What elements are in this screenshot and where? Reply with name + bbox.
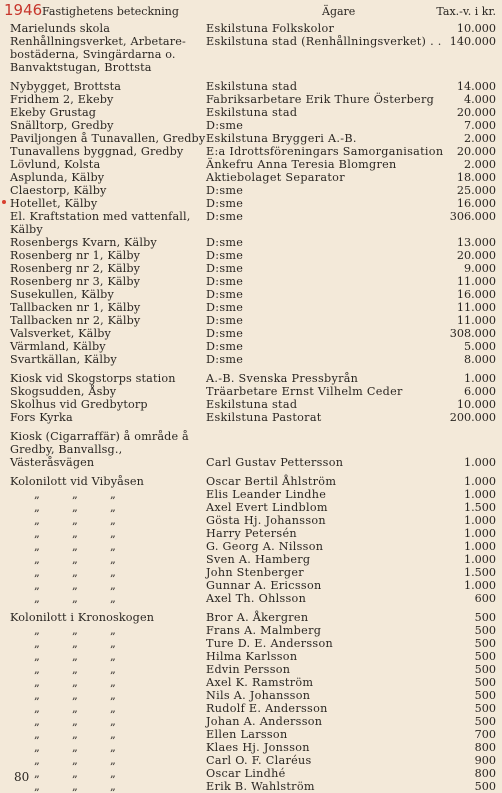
tax-value-cell: 10.000 [456, 398, 496, 411]
table-row [10, 106, 496, 119]
ditto-mark: „ [34, 780, 40, 793]
ditto-mark: „ [72, 650, 78, 663]
tax-value-cell: 1.000 [463, 514, 496, 527]
table-row [10, 80, 496, 93]
property-cell: Kiosk (Cigarraffär) å område å Gredby, Banvallsg., Västeråsvägen [10, 430, 189, 469]
ditto-mark: „ [110, 741, 116, 754]
property-cell: Svartkällan, Kälby [10, 353, 117, 366]
table-row [10, 637, 496, 650]
table-row [10, 372, 496, 385]
ditto-mark: „ [72, 741, 78, 754]
table-row [10, 184, 496, 197]
property-cell: Valsverket, Kälby [10, 327, 111, 340]
property-cell: Asplunda, Kälby [10, 171, 105, 184]
ditto-marks [10, 501, 208, 514]
ditto-marks [10, 676, 208, 689]
owner-cell: Bror A. Åkergren [206, 611, 309, 624]
owner-cell: D:sme [206, 210, 244, 223]
owner-cell: G. Georg A. Nilsson [206, 540, 324, 553]
table-row [10, 385, 496, 398]
owner-cell: Elis Leander Lindhe [206, 488, 327, 501]
ditto-mark: „ [110, 579, 116, 592]
property-cell: Marielunds skola [10, 22, 111, 35]
ditto-marks [10, 637, 208, 650]
ditto-marks [10, 540, 208, 553]
ditto-mark: „ [34, 689, 40, 702]
tax-value-cell: 800 [474, 767, 496, 780]
table-row [10, 301, 496, 314]
tax-value-cell: 20.000 [456, 106, 496, 119]
tax-value-cell: 600 [474, 592, 496, 605]
property-cell: Fridhem 2, Ekeby [10, 93, 114, 106]
owner-cell: Eskilstuna stad [206, 80, 298, 93]
owner-cell: D:sme [206, 275, 244, 288]
table-row [10, 514, 496, 527]
owner-cell: Axel K. Ramström [206, 676, 314, 689]
table-row [10, 715, 496, 728]
tax-value-cell: 140.000 [449, 35, 496, 48]
property-cell: Rosenberg nr 3, Kälby [10, 275, 141, 288]
tax-value-cell: 11.000 [456, 314, 496, 327]
ditto-mark: „ [34, 702, 40, 715]
ditto-mark: „ [72, 637, 78, 650]
ditto-mark: „ [34, 663, 40, 676]
owner-cell: Gunnar A. Ericsson [206, 579, 322, 592]
tax-value-cell: 20.000 [456, 249, 496, 262]
table-row [10, 475, 496, 488]
table-row [10, 780, 496, 793]
ditto-mark: „ [34, 566, 40, 579]
ditto-mark: „ [72, 676, 78, 689]
tax-value-cell: 20.000 [456, 145, 496, 158]
property-cell: Paviljongen å Tunavallen, Gredby [10, 132, 206, 145]
property-cell: Rosenbergs Kvarn, Kälby [10, 236, 157, 249]
ditto-mark: „ [72, 728, 78, 741]
property-cell: Kolonilott i Kronoskogen [10, 611, 155, 624]
property-cell: Rosenberg nr 1, Kälby [10, 249, 141, 262]
owner-cell: D:sme [206, 197, 244, 210]
table-row [10, 728, 496, 741]
tax-value-cell: 13.000 [456, 236, 496, 249]
ditto-marks [10, 754, 208, 767]
tax-value-cell: 1.000 [463, 527, 496, 540]
tax-value-cell: 500 [474, 676, 496, 689]
ditto-marks [10, 553, 208, 566]
ditto-mark: „ [34, 741, 40, 754]
ditto-mark: „ [110, 663, 116, 676]
owner-cell: Eskilstuna stad (Renhållningsverket) . . [206, 35, 442, 48]
tax-value-cell: 500 [474, 689, 496, 702]
tax-value-cell: 11.000 [456, 275, 496, 288]
owner-cell: John Stenberger [206, 566, 304, 579]
table-row [10, 566, 496, 579]
table-row [10, 430, 496, 469]
ditto-mark: „ [72, 540, 78, 553]
owner-cell: D:sme [206, 301, 244, 314]
owner-cell: Sven A. Hamberg [206, 553, 311, 566]
ditto-mark: „ [34, 728, 40, 741]
ditto-marks [10, 566, 208, 579]
ditto-mark: „ [34, 637, 40, 650]
ditto-mark: „ [72, 488, 78, 501]
tax-value-cell: 500 [474, 624, 496, 637]
ditto-mark: „ [110, 702, 116, 715]
ditto-mark: „ [110, 754, 116, 767]
tax-value-cell: 500 [474, 702, 496, 715]
table-row [10, 411, 496, 424]
ditto-mark: „ [34, 754, 40, 767]
owner-cell: D:sme [206, 262, 244, 275]
ditto-mark: „ [110, 553, 116, 566]
ditto-marks [10, 715, 208, 728]
tax-value-cell: 7.000 [463, 119, 496, 132]
table-row [10, 579, 496, 592]
ditto-mark: „ [72, 553, 78, 566]
ditto-mark: „ [110, 676, 116, 689]
ditto-marks [10, 689, 208, 702]
table-row [10, 340, 496, 353]
ditto-mark: „ [72, 663, 78, 676]
owner-cell: Ture D. E. Andersson [206, 637, 333, 650]
owner-cell: Eskilstuna Bryggeri A.-B. [206, 132, 357, 145]
owner-cell: Nils A. Johansson [206, 689, 311, 702]
ditto-mark: „ [72, 514, 78, 527]
owner-cell: Eskilstuna Folkskolor [206, 22, 335, 35]
ditto-marks [10, 592, 208, 605]
ditto-marks [10, 514, 208, 527]
property-cell: Rosenberg nr 2, Kälby [10, 262, 141, 275]
red-mark-dot [2, 200, 6, 204]
tax-value-cell: 308.000 [449, 327, 496, 340]
table-row [10, 663, 496, 676]
tax-value-cell: 16.000 [456, 288, 496, 301]
ditto-marks [10, 741, 208, 754]
tax-value-cell: 9.000 [463, 262, 496, 275]
ditto-mark: „ [34, 579, 40, 592]
property-cell: Tallbacken nr 1, Kälby [10, 301, 141, 314]
property-cell: Hotellet, Kälby [10, 197, 98, 210]
ditto-mark: „ [110, 501, 116, 514]
ditto-mark: „ [72, 754, 78, 767]
property-cell: Lövlund, Kolsta [10, 158, 101, 171]
table-row [10, 93, 496, 106]
table-row [10, 197, 496, 210]
tax-value-cell: 700 [474, 728, 496, 741]
ditto-marks [10, 527, 208, 540]
table-row [10, 592, 496, 605]
tax-value-cell: 500 [474, 663, 496, 676]
tax-value-cell: 1.000 [463, 488, 496, 501]
owner-cell: Carl O. F. Claréus [206, 754, 312, 767]
owner-cell: D:sme [206, 314, 244, 327]
owner-cell: Edvin Persson [206, 663, 291, 676]
ditto-mark: „ [110, 637, 116, 650]
ditto-mark: „ [34, 676, 40, 689]
table-row [10, 132, 496, 145]
ditto-mark: „ [110, 527, 116, 540]
table-header [4, 3, 496, 19]
tax-value-cell: 500 [474, 780, 496, 793]
property-cell: Tunavallens byggnad, Gredby [10, 145, 184, 158]
ditto-mark: „ [110, 566, 116, 579]
property-cell: Renhållningsverket, Arbetare-bostäderna, Svingärdarna o. Banvaktstugan, Brottsta [10, 35, 186, 74]
ditto-mark: „ [72, 689, 78, 702]
table-row [10, 398, 496, 411]
owner-cell: Carl Gustav Pettersson [206, 456, 344, 469]
ditto-mark: „ [34, 767, 40, 780]
owner-cell: Oscar Lindhé [206, 767, 286, 780]
tax-value-cell: 2.000 [463, 158, 496, 171]
table-row [10, 158, 496, 171]
ditto-mark: „ [110, 728, 116, 741]
owner-cell: Fabriksarbetare Erik Thure Österberg [206, 93, 435, 106]
tax-value-cell: 500 [474, 650, 496, 663]
owner-cell: D:sme [206, 353, 244, 366]
owner-cell: Hilma Karlsson [206, 650, 298, 663]
tax-value-cell: 800 [474, 741, 496, 754]
ditto-mark: „ [72, 780, 78, 793]
tax-value-cell: 10.000 [456, 22, 496, 35]
owner-cell: Axel Th. Ohlsson [206, 592, 307, 605]
table-row [10, 650, 496, 663]
ditto-mark: „ [34, 514, 40, 527]
table-row [10, 210, 496, 236]
ditto-mark: „ [34, 624, 40, 637]
ditto-mark: „ [72, 566, 78, 579]
table-row [10, 527, 496, 540]
tax-value-cell: 4.000 [463, 93, 496, 106]
property-cell: Ekeby Grustag [10, 106, 97, 119]
owner-cell: Erik B. Wahlström [206, 780, 315, 793]
property-cell: El. Kraftstation med vattenfall, Kälby [10, 210, 191, 236]
owner-cell: Änkefru Anna Teresia Blomgren [206, 158, 397, 171]
table-row [10, 689, 496, 702]
table-row [10, 262, 496, 275]
ditto-mark: „ [34, 488, 40, 501]
tax-value-cell: 1.500 [463, 566, 496, 579]
ditto-mark: „ [72, 624, 78, 637]
property-cell: Skolhus vid Gredbytorp [10, 398, 148, 411]
tax-value-cell: 25.000 [456, 184, 496, 197]
owner-cell: D:sme [206, 184, 244, 197]
ditto-mark: „ [110, 715, 116, 728]
owner-column-header: Ägare [322, 5, 356, 18]
tax-value-cell: 1.000 [463, 372, 496, 385]
owner-cell: Eskilstuna stad [206, 106, 298, 119]
table-row [10, 119, 496, 132]
tax-column-header: Tax.-v. i kr. [436, 5, 496, 18]
ditto-marks [10, 579, 208, 592]
owner-cell: Axel Evert Lindblom [206, 501, 328, 514]
table-row [10, 288, 496, 301]
property-cell: Susekullen, Kälby [10, 288, 114, 301]
table-row [10, 676, 496, 689]
ditto-mark: „ [110, 488, 116, 501]
property-cell: Tallbacken nr 2, Kälby [10, 314, 141, 327]
ditto-marks [10, 728, 208, 741]
property-cell: Claestorp, Kälby [10, 184, 107, 197]
table-row [10, 540, 496, 553]
tax-value-cell: 16.000 [456, 197, 496, 210]
ditto-mark: „ [110, 514, 116, 527]
tax-value-cell: 1.000 [463, 540, 496, 553]
owner-cell: Ellen Larsson [206, 728, 288, 741]
owner-cell: D:sme [206, 249, 244, 262]
table-row [10, 22, 496, 35]
ditto-mark: „ [72, 579, 78, 592]
tax-value-cell: 306.000 [449, 210, 496, 223]
table-row [10, 624, 496, 637]
tax-value-cell: 6.000 [463, 385, 496, 398]
table-row [10, 767, 496, 780]
owner-cell: Rudolf E. Andersson [206, 702, 328, 715]
tax-value-cell: 8.000 [463, 353, 496, 366]
tax-value-cell: 200.000 [449, 411, 496, 424]
ditto-mark: „ [110, 650, 116, 663]
owner-cell: D:sme [206, 288, 244, 301]
ditto-mark: „ [34, 540, 40, 553]
tax-value-cell: 1.500 [463, 501, 496, 514]
tax-value-cell: 500 [474, 637, 496, 650]
table-row [10, 275, 496, 288]
ditto-mark: „ [110, 767, 116, 780]
year-label: 1946 [4, 1, 43, 19]
owner-cell: Johan A. Andersson [206, 715, 323, 728]
ditto-mark: „ [110, 689, 116, 702]
owner-cell: Eskilstuna stad [206, 398, 298, 411]
table-row [10, 171, 496, 184]
table-row [10, 314, 496, 327]
table-row [10, 488, 496, 501]
property-table [10, 22, 496, 793]
owner-cell: D:sme [206, 340, 244, 353]
tax-value-cell: 900 [474, 754, 496, 767]
property-cell: Snälltorp, Gredby [10, 119, 114, 132]
table-row [10, 236, 496, 249]
ditto-mark: „ [110, 592, 116, 605]
ditto-mark: „ [72, 702, 78, 715]
property-cell: Kiosk vid Skogstorps station [10, 372, 176, 385]
table-row [10, 353, 496, 366]
property-cell: Värmland, Kälby [10, 340, 106, 353]
ditto-mark: „ [34, 553, 40, 566]
owner-cell: Frans A. Malmberg [206, 624, 322, 637]
ditto-marks [10, 624, 208, 637]
ditto-mark: „ [110, 540, 116, 553]
ditto-marks [10, 488, 208, 501]
ditto-mark: „ [72, 592, 78, 605]
owner-cell: Träarbetare Ernst Vilhelm Ceder [206, 385, 403, 398]
owner-cell: Eskilstuna Pastorat [206, 411, 322, 424]
table-row [10, 702, 496, 715]
tax-value-cell: 1.000 [463, 475, 496, 488]
ditto-mark: „ [110, 780, 116, 793]
table-row [10, 249, 496, 262]
table-row [10, 145, 496, 158]
owner-cell: A.-B. Svenska Pressbyrån [206, 372, 359, 385]
ditto-mark: „ [34, 501, 40, 514]
ditto-marks [10, 767, 208, 780]
ditto-mark: „ [72, 501, 78, 514]
owner-cell: Aktiebolaget Separator [206, 171, 345, 184]
tax-value-cell: 11.000 [456, 301, 496, 314]
tax-value-cell: 5.000 [463, 340, 496, 353]
property-cell: Nybygget, Brottsta [10, 80, 122, 93]
owner-cell: Gösta Hj. Johansson [206, 514, 326, 527]
tax-value-cell: 14.000 [456, 80, 496, 93]
tax-value-cell: 500 [474, 715, 496, 728]
property-column-header: Fastighetens beteckning [42, 5, 179, 18]
ditto-mark: „ [72, 767, 78, 780]
ditto-marks [10, 650, 208, 663]
table-row [10, 754, 496, 767]
tax-value-cell: 1.000 [463, 456, 496, 469]
owner-cell: Oscar Bertil Åhlström [206, 475, 337, 488]
table-row [10, 553, 496, 566]
property-cell: Kolonilott vid Vibyåsen [10, 475, 144, 488]
tax-value-cell: 1.000 [463, 579, 496, 592]
table-row [10, 327, 496, 340]
owner-cell: D:sme [206, 236, 244, 249]
tax-value-cell: 18.000 [456, 171, 496, 184]
ditto-mark: „ [72, 715, 78, 728]
ditto-mark: „ [34, 650, 40, 663]
owner-cell: E:a Idrottsföreningars Samorganisation [206, 145, 444, 158]
ditto-marks [10, 702, 208, 715]
ditto-mark: „ [72, 527, 78, 540]
tax-value-cell: 1.000 [463, 553, 496, 566]
ditto-mark: „ [34, 592, 40, 605]
tax-value-cell: 2.000 [463, 132, 496, 145]
table-row [10, 35, 496, 74]
property-cell: Skogsudden, Åsby [10, 385, 117, 398]
ditto-mark: „ [34, 715, 40, 728]
page-number: 80 [14, 770, 30, 784]
table-row [10, 741, 496, 754]
ditto-mark: „ [110, 624, 116, 637]
ditto-mark: „ [34, 527, 40, 540]
ditto-marks [10, 780, 208, 793]
owner-cell: D:sme [206, 327, 244, 340]
tax-value-cell: 500 [474, 611, 496, 624]
owner-cell: Klaes Hj. Jonsson [206, 741, 310, 754]
owner-cell: Harry Petersén [206, 527, 297, 540]
table-row [10, 611, 496, 624]
table-row [10, 501, 496, 514]
property-cell: Fors Kyrka [10, 411, 73, 424]
owner-cell: D:sme [206, 119, 244, 132]
ditto-marks [10, 663, 208, 676]
